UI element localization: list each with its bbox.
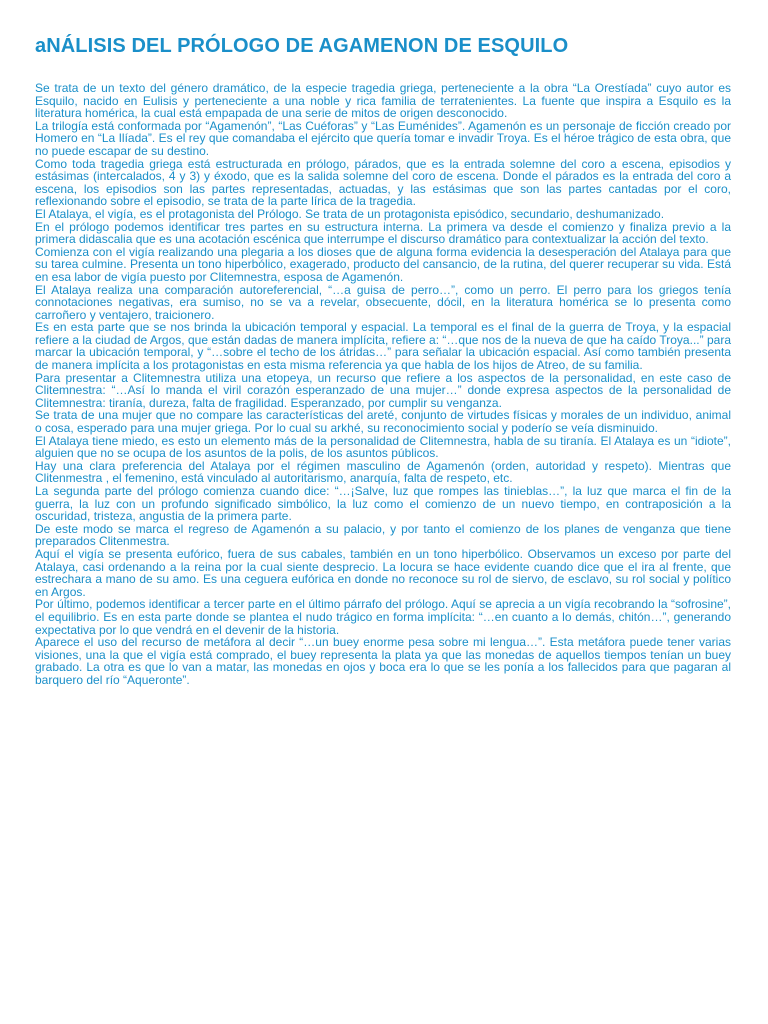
document-page [35,33,731,687]
paragraph-15: Aquí el vigía se presenta eufórico, fuera de sus cabales, también en un tono hiperbólico. Observamos un exceso por parte del Atalaya, casi ordenando a la reina por la cual siente desprecio. La locura se hace evidente cuando dice que el ira al frente, que estrechara a mano de su amo. Es una ceguera eufórica en donde no reconoce su rol de siervo, de esclavo, su rol social y político en Argos. [35,546,731,599]
paragraph-13: La segunda parte del prólogo comienza cuando dice: “…¡Salve, luz que rompes las tinieblas…”, la luz que marca el fin de la guerra, la luz con un profundo significado simbólico, la luz como el comienzo de un nuevo tiempo, en contraposición a la oscuridad, tristeza, angustia de la primera parte. [35,484,731,524]
document-body [35,82,731,687]
paragraph-5: En el prólogo podemos identificar tres partes en su estructura interna. La primera va desde el comienzo y finaliza previo a la primera didascalia que es una acotación escénica que interrumpe el discurso dramático para contextualizar la acción del texto. [35,219,731,247]
paragraph-7: El Atalaya realiza una comparación autoreferencial, “…a guisa de perro…”, como un perro. El perro para los griegos tenía connotaciones negativas, era sumiso, no se va a revelar, obsecuente, dócil, en la literatura homérica se lo presenta como carroñero y ventajero, traicionero. [35,282,731,322]
paragraph-3: Como toda tragedia griega está estructurada en prólogo, párados, que es la entrada solemne del coro a escena, episodios y estásimas (intercalados, 4 y 3) y éxodo, que es la salida solemne del coro de escena. Donde el párados es la entrada del coro a escena, los episodios son las partes representadas, actuadas, y las estásimas que son las partes cantadas por el coro, reflexionando sobre el episodio, se trata de la parte lírica de la tragedia. [35,156,731,209]
paragraph-8: Es en esta parte que se nos brinda la ubicación temporal y espacial. La temporal es el final de la guerra de Troya, y la espacial refiere a la ciudad de Argos, que están dadas de manera implícita, refiere a: “…que nos de la nueva de que ha caído Troya...” para marcar la ubicación temporal, y “…sobre el techo de los átridas…” para señalar la ubicación espacial. Así como también presenta de manera implícita a los protagonistas en esta misma referencia ya que habla de los hijos de Atreo, de su familia. [35,320,731,373]
document-title: aNÁLISIS DEL PRÓLOGO DE AGAMENON DE ESQUILO [35,35,569,57]
paragraph-14: De este modo se marca el regreso de Agamenón a su palacio, y por tanto el comienzo de los planes de venganza que tiene preparados Clitenmestra. [35,521,731,549]
paragraph-16: Por último, podemos identificar a tercer parte en el último párrafo del prólogo. Aquí se aprecia a un vigía recobrando la “sofrosine”, el equilibrio. Es en esta parte donde se plantea el nudo trágico en forma implícita: “…en cuanto a lo demás, chitón…”, generando expectativa por lo que vendrá en el devenir de la historia. [35,597,731,637]
paragraph-2: La trilogía está conformada por “Agamenón”, “Las Cuéforas” y “Las Euménides”. Agamenón es un personaje de ficción creado por Homero en “La Ilíada”. Es el rey que comandaba el ejército que quería tomar e invadir Troya. Es el héroe trágico de esta obra, que no puede escapar de su destino. [35,118,731,158]
paragraph-10: Se trata de una mujer que no compare las características del areté, conjunto de virtudes físicas y morales de un individuo, animal o cosa, esperado para una mujer griega. Por lo cual su arkhé, su reconocimiento social y poderío se veía disminuido. [35,408,731,436]
paragraph-1: Se trata de un texto del género dramático, de la especie tragedia griega, perteneciente a la obra “La Orestíada” cuyo autor es Esquilo, nacido en Eulisis y perteneciente a una noble y rica familia de terratenientes. La fuente que inspira a Esquilo es la literatura homérica, la cual está empapada de una serie de mitos de origen desconocido. [35,81,731,121]
paragraph-4: El Atalaya, el vigía, es el protagonista del Prólogo. Se trata de un protagonista episódico, secundario, deshumanizado. [35,206,665,221]
paragraph-6: Comienza con el vigía realizando una plegaria a los dioses que de alguna forma evidencia la desesperación del Atalaya para que su tarea culmine. Presenta un tono hiperbólico, exagerado, producto del cansancio, de la rutina, del querer recuperar su vida. Está en esa labor de vigía puesto por Clitemnestra, esposa de Agamenón. [35,244,731,284]
paragraph-12: Hay una clara preferencia del Atalaya por el régimen masculino de Agamenón (orden, autoridad y respeto). Mientras que Clitenmestra , el femenino, está vinculado al autoritarismo, anarquía, falta de respeto, etc. [35,458,731,486]
paragraph-17: Aparece el uso del recurso de metáfora al decir “…un buey enorme pesa sobre mi lengua…”. Esta metáfora puede tener varias visiones, una la que el vigía está comprado, el buey representa la plata ya que las monedas de aquellos tiempos tenían un buey grabado. La otra es que lo van a matar, las monedas en ojos y boca era lo que se les ponía a los fallecidos para que pagaran al barquero del río “Aqueronte”. [35,635,731,687]
paragraph-9: Para presentar a Clitemnestra utiliza una etopeya, un recurso que refiere a los aspectos de la personalidad, en este caso de Clitemnestra: “…Así lo manda el viril corazón esperanzado de una mujer…” donde expresa aspectos de la personalidad de Clitemnestra: tiranía, dureza, falta de fragilidad. Esperanzado, por cumplir su venganza. [35,370,731,410]
paragraph-11: El Atalaya tiene miedo, es esto un elemento más de la personalidad de Clitemnestra, habla de su tiranía. El Atalaya es un “idiote”, alguien que no se ocupa de los asuntos de la polis, de los asuntos públicos. [35,433,731,461]
